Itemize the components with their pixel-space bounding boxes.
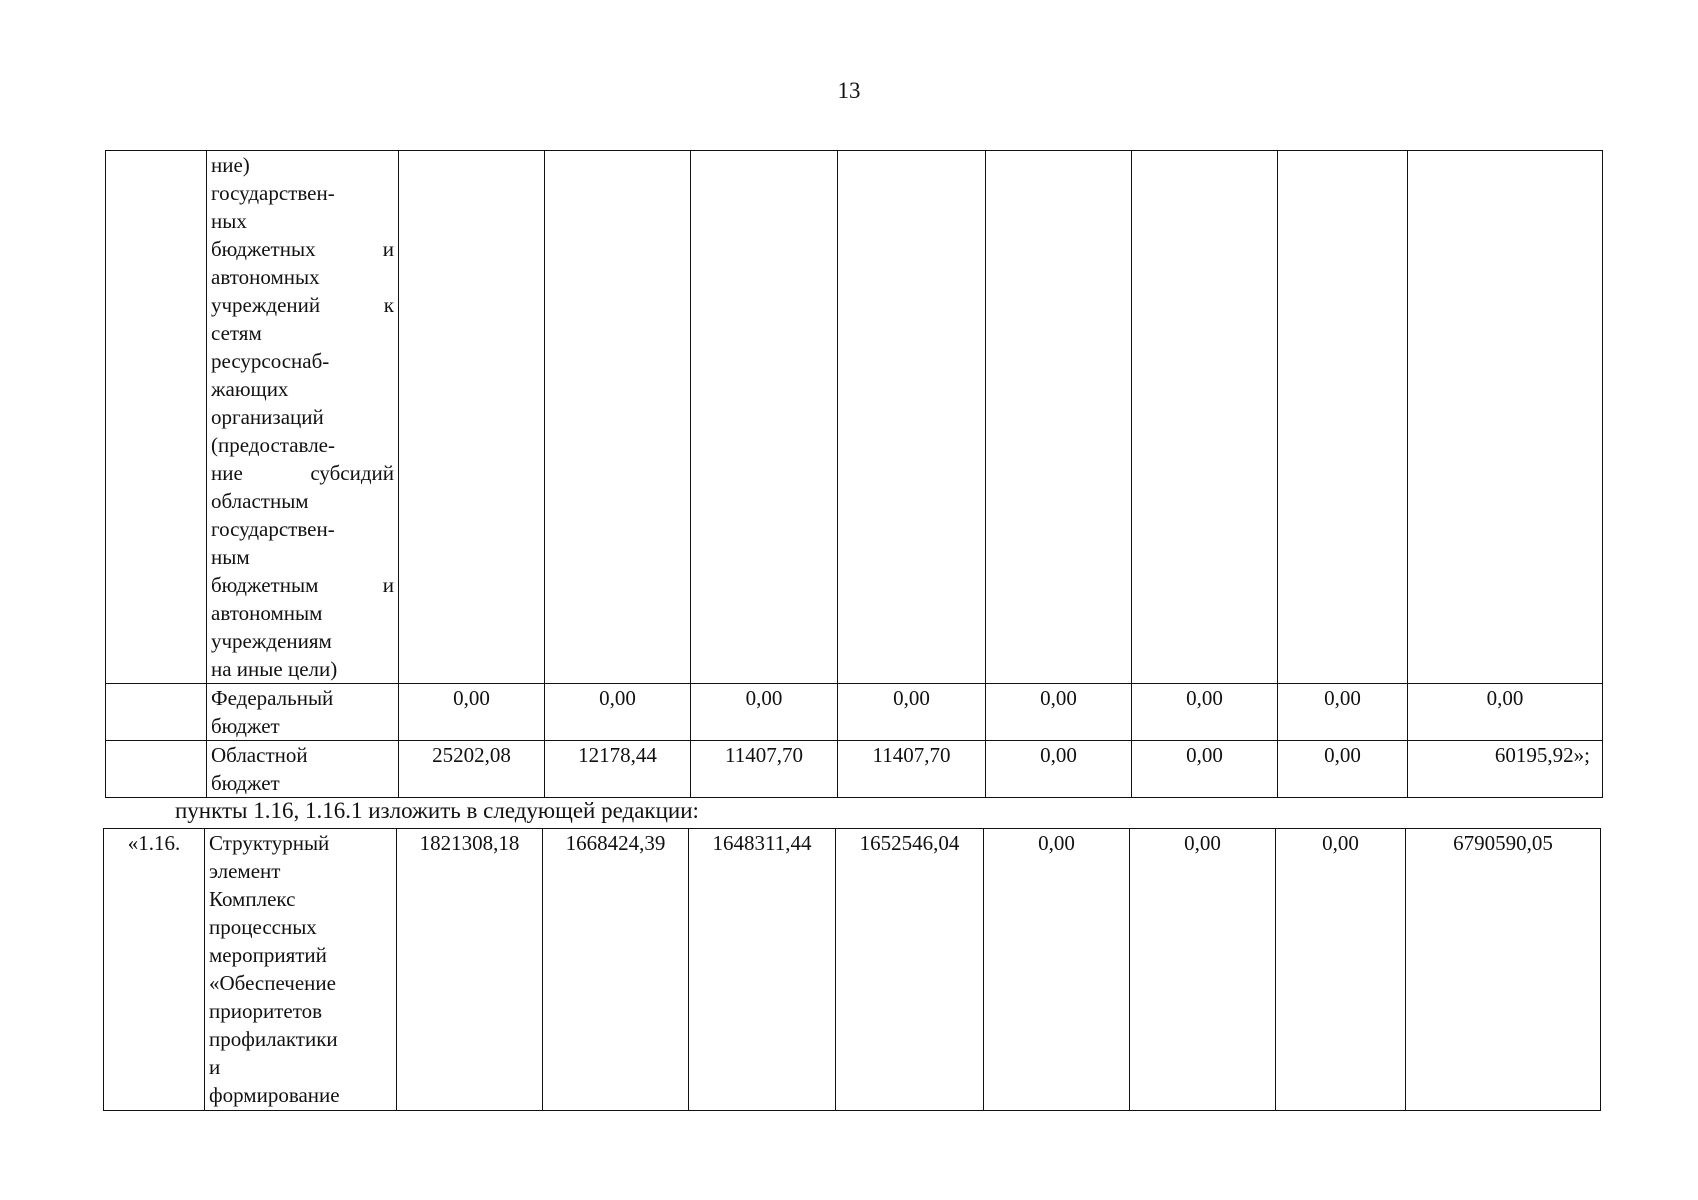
text-line: формирование <box>209 1083 340 1107</box>
text-line: на иные цели) <box>211 657 338 681</box>
text-line: жающих <box>211 377 289 401</box>
value-cell: 12178,44 <box>545 741 691 798</box>
value-cell: 11407,70 <box>838 741 986 798</box>
value-cell: 0,00 <box>1276 829 1406 1111</box>
value-cell: 1648311,44 <box>689 829 836 1111</box>
value-cell: 1821308,18 <box>397 829 543 1111</box>
text-line: Комплекс <box>209 887 296 911</box>
value-cell: 6790590,05 <box>1406 829 1601 1111</box>
text-line: «Обеспечение <box>209 971 336 995</box>
value-cell: 0,00 <box>545 684 691 741</box>
page-number: 13 <box>837 78 861 103</box>
value-cell <box>691 151 838 684</box>
text-line: сетям <box>211 321 262 345</box>
text-line: автономных <box>211 265 320 289</box>
text-line: государствен- <box>211 517 335 541</box>
text-line: и <box>209 1055 221 1079</box>
text-line: областным <box>211 489 309 513</box>
text-line: автономным <box>211 601 323 625</box>
table-row <box>104 829 1601 1111</box>
value-cell: 1668424,39 <box>543 829 689 1111</box>
text-line <box>211 459 394 487</box>
text-word: субсидий <box>310 461 394 485</box>
text-line <box>211 235 394 263</box>
text-line: ных <box>211 209 247 233</box>
value-cell: 0,00 <box>1408 684 1603 741</box>
value-cell: 0,00 <box>1278 741 1408 798</box>
value-cell <box>1278 151 1408 684</box>
text-line: ным <box>211 545 250 569</box>
source-label: бюджет <box>211 771 280 795</box>
index-cell <box>106 684 207 741</box>
value-cell: 0,00 <box>986 741 1132 798</box>
text-line: государствен- <box>211 181 335 205</box>
budget-table-continued <box>105 150 1603 798</box>
text-word: и <box>382 237 394 261</box>
text-line: Структурный <box>209 831 330 855</box>
value-cell: 0,00 <box>1132 741 1278 798</box>
value-cell: 0,00 <box>1132 684 1278 741</box>
text-line: профилактики <box>209 1027 338 1051</box>
text-word: ние <box>211 461 243 485</box>
source-label: бюджет <box>211 714 280 738</box>
text-word: бюджетным <box>211 573 319 597</box>
budget-table-new <box>103 828 1601 1111</box>
text-word: и <box>382 573 394 597</box>
value-cell <box>399 151 545 684</box>
value-cell: 0,00 <box>1278 684 1408 741</box>
text-line: учреждениям <box>211 629 332 653</box>
table-row <box>106 741 1603 798</box>
value-cell <box>545 151 691 684</box>
text-line: организаций <box>211 405 324 429</box>
text-line: ние) <box>211 153 250 177</box>
value-cell <box>1132 151 1278 684</box>
value-cell: 0,00 <box>986 684 1132 741</box>
value-cell: 0,00 <box>691 684 838 741</box>
text-line: элемент <box>209 859 281 883</box>
source-label: Областной <box>211 743 308 767</box>
value-cell: 0,00 <box>399 684 545 741</box>
text-line <box>211 571 394 599</box>
value-cell: 1652546,04 <box>836 829 984 1111</box>
value-cell: 0,00 <box>984 829 1130 1111</box>
text-line: приоритетов <box>209 999 323 1023</box>
text-word: к <box>383 293 394 317</box>
source-label: Федеральный <box>211 686 334 710</box>
text-word: бюджетных <box>211 237 316 261</box>
index-cell <box>106 741 207 798</box>
index-cell: «1.16. <box>104 829 205 1111</box>
value-cell: 0,00 <box>838 684 986 741</box>
index-cell <box>106 151 207 684</box>
value-cell <box>1408 151 1603 684</box>
source-label-cell <box>207 684 399 741</box>
source-label-cell <box>207 741 399 798</box>
measure-name-cell <box>207 151 399 684</box>
text-word: учреждений <box>211 293 321 317</box>
text-line: мероприятий <box>209 943 327 967</box>
table-row <box>106 684 1603 741</box>
value-cell <box>986 151 1132 684</box>
value-cell: 25202,08 <box>399 741 545 798</box>
value-cell: 60195,92»; <box>1408 741 1603 798</box>
text-line: процессных <box>209 915 317 939</box>
text-line: ресурсоснаб- <box>211 349 330 373</box>
amendment-caption: пункты 1.16, 1.16.1 изложить в следующей редакции: <box>175 798 699 823</box>
value-cell <box>838 151 986 684</box>
value-cell: 11407,70 <box>691 741 838 798</box>
value-cell: 0,00 <box>1130 829 1276 1111</box>
text-line: (предоставле- <box>211 433 335 457</box>
text-line <box>211 291 394 319</box>
table-row <box>106 151 1603 684</box>
measure-name-cell <box>205 829 397 1111</box>
